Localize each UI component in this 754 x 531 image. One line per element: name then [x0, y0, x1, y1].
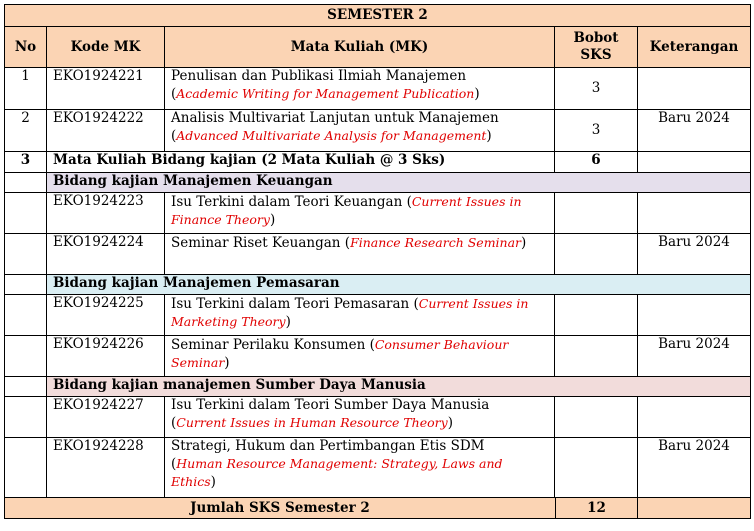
course-name: Seminar Perilaku Konsumen (Consumer Behaviour Seminar) [165, 336, 555, 377]
header-kode-mk: Kode MK [47, 27, 165, 68]
course-code: EKO1924222 [47, 110, 165, 152]
row-no: 2 [5, 110, 47, 152]
course-note: Baru 2024 [638, 336, 751, 377]
course-note [638, 193, 751, 234]
course-name-en: Consumer Behaviour Seminar [171, 337, 509, 370]
course-code: EKO1924227 [47, 397, 165, 438]
header-row [5, 27, 751, 68]
course-code: EKO1924221 [47, 68, 165, 110]
group-header-row [5, 275, 751, 295]
course-note [638, 397, 751, 438]
header-no: No [5, 27, 47, 68]
group-title: Bidang kajian Manajemen Pemasaran [47, 275, 751, 295]
course-code: EKO1924225 [47, 295, 165, 336]
course-name-id: Isu Terkini dalam Teori Sumber Daya Manusia [171, 397, 490, 413]
course-name: Isu Terkini dalam Teori Pemasaran (Current Issues in Marketing Theory) [165, 295, 555, 336]
header-bobot-sks: Bobot SKS [555, 27, 638, 68]
course-row [5, 295, 751, 336]
bidang-summary-label: Mata Kuliah Bidang kajian (2 Mata Kuliah @ 3 Sks) [47, 152, 555, 173]
semester-title: SEMESTER 2 [5, 5, 751, 27]
course-name-id: Isu Terkini dalam Teori Pemasaran [171, 296, 410, 312]
course-name: Analisis Multivariat Lanjutan untuk Manajemen (Advanced Multivariate Analysis for Management) [165, 110, 555, 152]
course-row [5, 234, 751, 275]
course-name-id: Analisis Multivariat Lanjutan untuk Manajemen [171, 110, 499, 126]
course-row [5, 110, 751, 152]
total-sks: 12 [555, 498, 637, 518]
course-note [638, 68, 751, 110]
course-sks: 3 [555, 110, 638, 152]
semester-title-row [5, 5, 751, 27]
course-name-en: Current Issues in Marketing Theory [171, 296, 529, 329]
course-name-en: Finance Research Seminar [350, 235, 522, 250]
course-code: EKO1924226 [47, 336, 165, 377]
course-sks: 3 [555, 68, 638, 110]
total-row [5, 498, 751, 519]
course-name-id: Seminar Perilaku Konsumen [171, 337, 366, 353]
course-row [5, 438, 751, 498]
course-code: EKO1924224 [47, 234, 165, 275]
course-row [5, 397, 751, 438]
group-title: Bidang kajian Manajemen Keuangan [47, 173, 751, 193]
course-name-id: Isu Terkini dalam Teori Keuangan [171, 194, 403, 210]
curriculum-table [4, 4, 751, 519]
course-name-en: Current Issues in Finance Theory [171, 194, 522, 227]
course-name-id: Penulisan dan Publikasi Ilmiah Manajemen [171, 68, 467, 84]
row-no: 1 [5, 68, 47, 110]
course-name-en: Advanced Multivariate Analysis for Management [176, 128, 487, 143]
course-name-en: Current Issues in Human Resource Theory [176, 415, 448, 430]
course-code: EKO1924228 [47, 438, 165, 498]
course-name: Strategi, Hukum dan Pertimbangan Etis SDM (Human Resource Management: Strategy, Laws and Ethics) [165, 438, 555, 498]
header-keterangan: Keterangan [638, 27, 751, 68]
course-note: Baru 2024 [638, 438, 751, 498]
total-label: Jumlah SKS Semester 2 [190, 500, 370, 516]
course-note [638, 295, 751, 336]
bidang-summary-row [5, 152, 751, 173]
course-code: EKO1924223 [47, 193, 165, 234]
group-title: Bidang kajian manajemen Sumber Daya Manusia [47, 377, 751, 397]
course-row [5, 68, 751, 110]
course-name-en: Human Resource Management: Strategy, Laws and Ethics [171, 456, 503, 489]
course-row [5, 193, 751, 234]
course-name: Penulisan dan Publikasi Ilmiah Manajemen (Academic Writing for Management Publication) [165, 68, 555, 110]
row-no: 3 [5, 152, 47, 173]
course-name: Isu Terkini dalam Teori Sumber Daya Manusia (Current Issues in Human Resource Theory) [165, 397, 555, 438]
group-header-row [5, 173, 751, 193]
group-header-row [5, 377, 751, 397]
course-name: Isu Terkini dalam Teori Keuangan (Current Issues in Finance Theory) [165, 193, 555, 234]
header-mata-kuliah: Mata Kuliah (MK) [165, 27, 555, 68]
course-name-id: Strategi, Hukum dan Pertimbangan Etis SDM [171, 438, 485, 454]
course-name-en: Academic Writing for Management Publication [176, 86, 475, 101]
course-name-id: Seminar Riset Keuangan [171, 235, 341, 251]
course-note: Baru 2024 [638, 110, 751, 152]
course-note: Baru 2024 [638, 234, 751, 275]
course-row [5, 336, 751, 377]
bidang-summary-sks: 6 [555, 152, 638, 173]
course-name: Seminar Riset Keuangan (Finance Research Seminar) [165, 234, 555, 275]
